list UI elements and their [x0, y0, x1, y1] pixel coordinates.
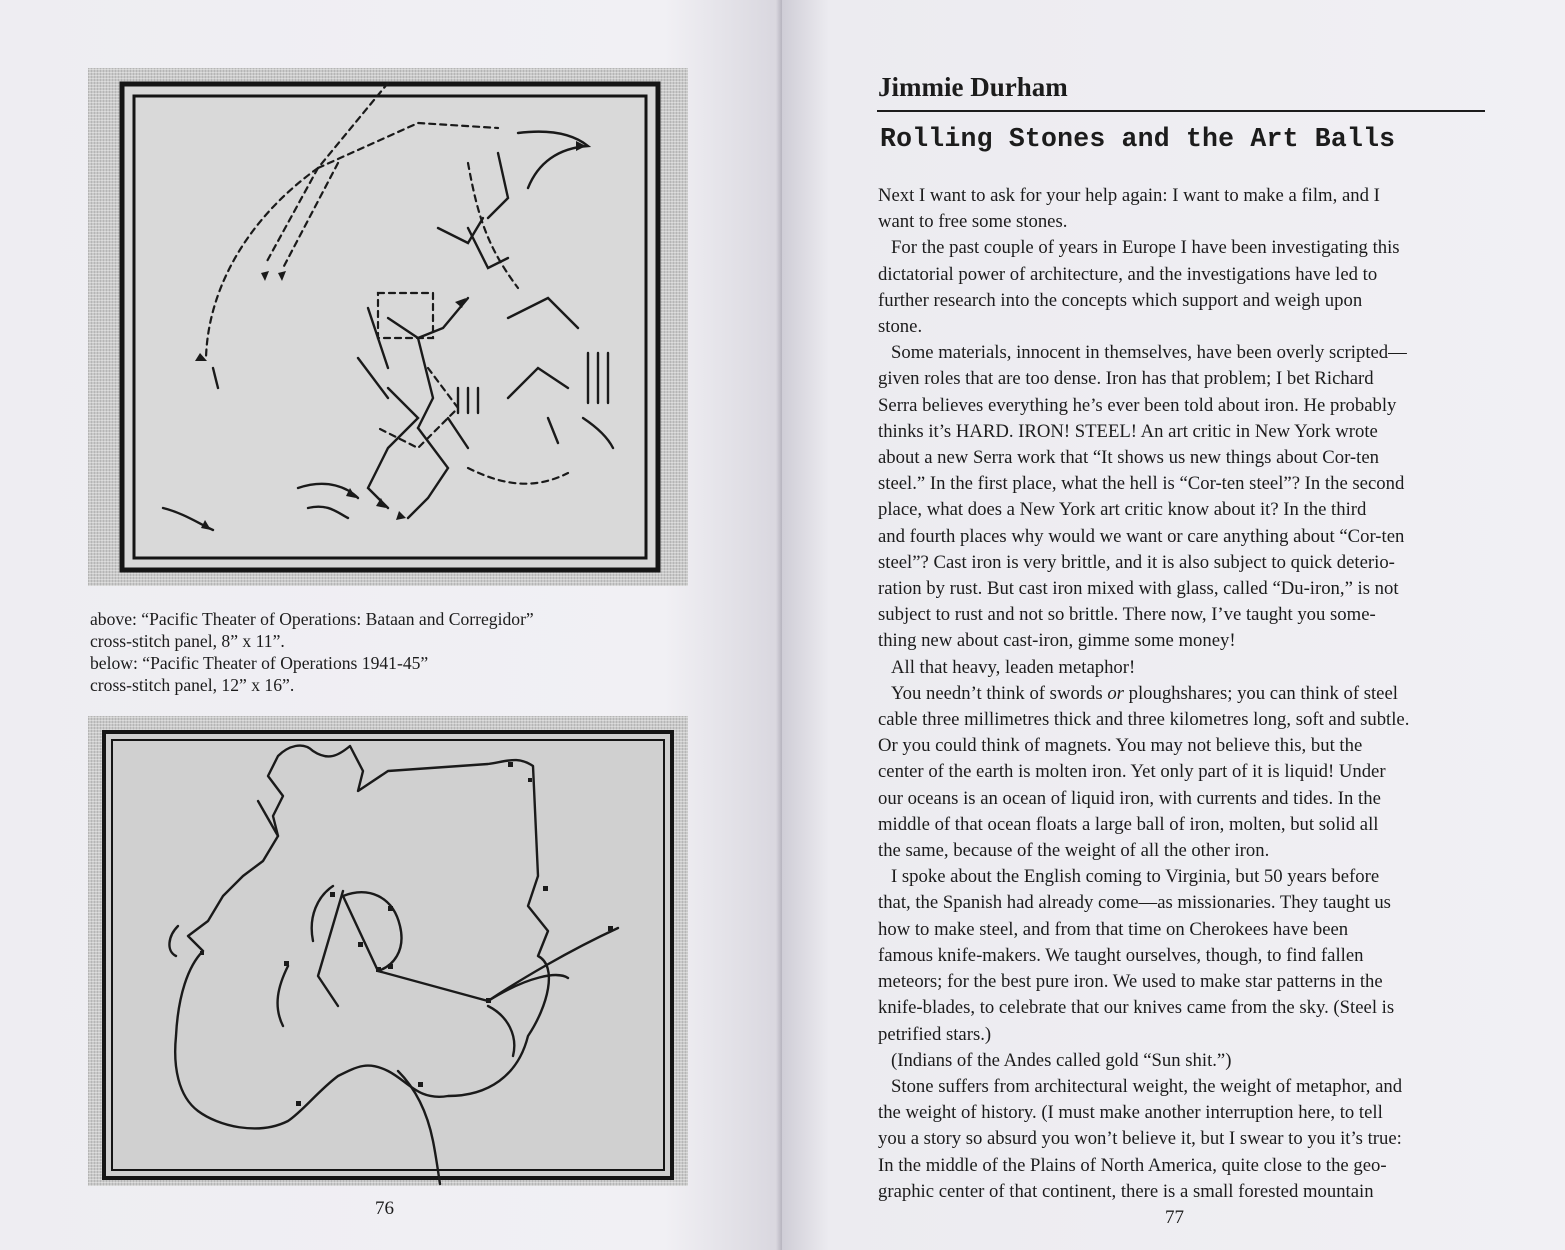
body-line: and fourth places why would we want or care anything about “Cor-ten [878, 525, 1405, 547]
bataan-stitch-drawing [88, 68, 688, 586]
body-line: steel”? Cast iron is very brittle, and it is also subject to quick deterio- [878, 551, 1395, 573]
body-line: the weight of history. (I must make another interruption here, to tell [878, 1102, 1383, 1124]
body-line: famous knife-makers. We taught ourselves, though, to find fallen [878, 944, 1364, 966]
cross-stitch-panel-bataan [88, 68, 688, 586]
body-line: the same, because of the weight of all the other iron. [878, 840, 1270, 862]
header-rule [877, 110, 1485, 112]
essay-title: Rolling Stones and the Art Balls [880, 124, 1396, 154]
body-line: All that heavy, leaden metaphor! [891, 656, 1136, 678]
body-line: thinks it’s HARD. IRON! STEEL! An art critic in New York wrote [878, 420, 1378, 442]
body-line: Or you could think of magnets. You may not believe this, but the [878, 735, 1363, 757]
body-line: place, what does a New York art critic know about it? In the third [878, 499, 1367, 521]
essay-body [878, 183, 1498, 1205]
body-line: knife-blades, to celebrate that our knives came from the sky. (Steel is [878, 997, 1395, 1019]
body-line: petrified stars.) [878, 1023, 992, 1045]
body-line: (Indians of the Andes called gold “Sun shit.”) [891, 1049, 1232, 1071]
caption-line: below: “Pacific Theater of Operations 1941-45” [90, 653, 429, 673]
body-line: our oceans is an ocean of liquid iron, with currents and tides. In the [878, 787, 1381, 809]
body-line: steel.” In the first place, what the hell is “Cor-ten steel”? In the second [878, 473, 1405, 495]
body-line: meteors; for the best pure iron. We used to make star patterns in the [878, 971, 1383, 993]
body-line: You needn’t think of swords or ploughshares; you can think of steel [891, 682, 1398, 704]
body-line: further research into the concepts which support and weigh upon [878, 289, 1363, 311]
page-number-left: 76 [375, 1198, 394, 1219]
body-line: Stone suffers from architectural weight, the weight of metaphor, and [891, 1075, 1403, 1097]
body-line: you a story so absurd you won’t believe it, but I swear to you it’s true: [878, 1128, 1402, 1150]
body-line: want to free some stones. [878, 211, 1068, 233]
body-line: ration by rust. But cast iron mixed with glass, called “Du-iron,” is not [878, 578, 1399, 600]
body-line: that, the Spanish had already come—as missionaries. They taught us [878, 892, 1391, 914]
body-line: how to make steel, and from that time on Cherokees have been [878, 918, 1349, 940]
body-line: given roles that are too dense. Iron has that problem; I bet Richard [878, 368, 1374, 390]
body-line: middle of that ocean floats a large ball of iron, molten, but solid all [878, 813, 1379, 835]
page-number-right: 77 [1165, 1207, 1184, 1228]
body-line: dictatorial power of architecture, and the investigations have led to [878, 263, 1378, 285]
caption-line: cross-stitch panel, 12” x 16”. [90, 675, 295, 695]
body-line: graphic center of that continent, there is a small forested mountain [878, 1180, 1374, 1202]
emphasis: or [1107, 682, 1124, 704]
caption-line: above: “Pacific Theater of Operations: Bataan and Corregidor” [90, 609, 534, 629]
body-line: In the middle of the Plains of North America, quite close to the geo- [878, 1154, 1387, 1176]
left-page [0, 0, 782, 1250]
body-line: subject to rust and not so brittle. There now, I’ve taught you some- [878, 604, 1376, 626]
body-line: Some materials, innocent in themselves, have been overly scripted— [891, 342, 1407, 364]
body-line: thing new about cast-iron, gimme some money! [878, 630, 1236, 652]
body-line: For the past couple of years in Europe I have been investigating this [891, 237, 1400, 259]
body-line: stone. [878, 316, 923, 338]
body-line: cable three millimetres thick and three kilometres long, soft and subtle. [878, 709, 1410, 731]
body-line: I spoke about the English coming to Virginia, but 50 years before [891, 866, 1380, 888]
author-name: Jimmie Durham [878, 72, 1068, 102]
body-line: Next I want to ask for your help again: I want to make a film, and I [878, 185, 1380, 206]
caption-line: cross-stitch panel, 8” x 11”. [90, 631, 285, 651]
body-line: about a new Serra work that “It shows us new things about Cor-ten [878, 447, 1379, 469]
cross-stitch-panel-pacific [88, 716, 688, 1186]
body-line: center of the earth is molten iron. Yet only part of it is liquid! Under [878, 761, 1386, 783]
body-line: Serra believes everything he’s ever been told about iron. He probably [878, 394, 1397, 416]
figure-caption [90, 608, 690, 696]
pacific-stitch-drawing [88, 716, 688, 1186]
